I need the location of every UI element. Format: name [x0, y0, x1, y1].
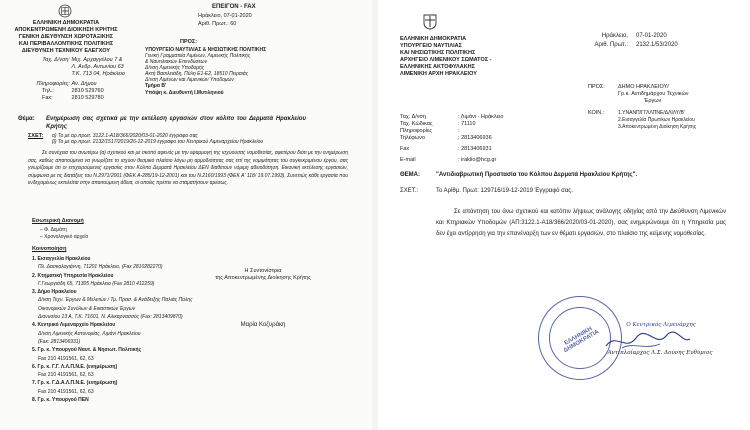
header-coast: ΕΛΛΗΝΙΚΗΣ ΑΚΤΟΦΥΛΑΚΗΣ — [400, 64, 475, 70]
right-sign-name: Αντιπλοίαρχος Λ.Σ. Δούνης Ευθύμιος — [607, 350, 713, 356]
to-line: Γενική Γραμματεία Λιμένων, Λιμενικής Πολιτικής — [145, 53, 251, 59]
left-refs — [52, 133, 263, 145]
header-republic: ΕΛΛΗΝΙΚΗ ΔΗΜΟΚΡΑΤΙΑ — [32, 20, 100, 26]
to-line: ΔΗΜΟ ΗΡΑΚΛΕΙΟΥ/ — [618, 84, 669, 90]
contact-label: Τηλέφωνο — [400, 135, 425, 141]
contact-value: 2810 529760 — [71, 88, 104, 94]
left-contact — [20, 57, 125, 102]
stamp-text: ΕΛΛΗΝΙΚΗ ΔΗΜΟΚΡΑΤΙΑ — [562, 326, 601, 355]
header-ministry: ΥΠΟΥΡΓΕΙΟ ΝΑΥΤΙΛΙΑΣ — [400, 43, 462, 49]
cc-item: Fax 210 4191561, 62, 63 — [38, 355, 94, 362]
contact-value: 2813406931 — [461, 146, 492, 152]
to-line: Ακτή Βασιλειάδη, Πύλη Ε1-Ε2, 18510 Πειραιάς — [145, 71, 249, 77]
to-line: & Ναυτιλιακών Επενδύσεων — [145, 59, 208, 65]
left-internal-title: Εσωτερική Διανομή — [32, 218, 84, 224]
contact-value: iraklio@hcg.gr — [461, 157, 497, 163]
cc-item: 2. Κτηματική Υπηρεσία Ηρακλείου — [32, 272, 114, 279]
contact-value: Λ. Ανδρ. Αντωνίου 63 — [71, 64, 124, 70]
right-ref-label: ΣΧΕΤ.: — [400, 188, 419, 194]
right-document — [378, 0, 750, 430]
right-header — [400, 36, 491, 78]
left-cc-title: Κοινοποίηση — [32, 246, 67, 252]
to-line: Υπόψη κ. Διευθυντή Ι.Μυτιληνιού — [145, 90, 224, 96]
contact-value: 2813406936 — [461, 135, 492, 141]
contact-value: Τ.Κ. 713 04, Ηράκλειο — [71, 71, 125, 77]
greek-emblem-icon — [58, 4, 72, 18]
cc-line: 1.ΥΝΑΝΠ/ΓΓΛΛΠΝΕ/ΔΛΙΛΥ/Β' — [618, 110, 685, 116]
to-line: Τμήμα Β' — [145, 83, 167, 89]
contact-label: E-mail — [400, 157, 416, 163]
ref-item: β) Το με αρ.πρωτ. 2132/1517/2019/26-12-2019 έγγραφο του Κεντρικού Λιμεναρχείου Ηρακλείου — [52, 139, 264, 145]
cc-item: (Fax: 2813406931) — [38, 338, 81, 345]
cc-item: Fax 210 4191561, 62, 63 — [38, 388, 94, 395]
to-line: ΥΠΟΥΡΓΕΙΟ ΝΑΥΤΙΛΙΑΣ & ΝΗΣΙΩΤΙΚΗΣ ΠΟΛΙΤΙΚΗΣ — [145, 47, 267, 53]
right-contact: Ταχ. Δ/νση : Λιμάνι - Ηράκλειο Ταχ. Κώδικας : 71110 Πληροφορίες : Τηλέφωνο : 2813406936 Fax : 2813406931 E-mail : iraklio@hcg.gr — [400, 114, 504, 163]
cc-item: 6. Γρ. κ. Γ.Γ. Λ.Λ.Π.Ν.Ε. (ενημέρωση) — [32, 363, 118, 370]
left-header — [0, 20, 132, 55]
contact-label: Fax — [400, 146, 410, 152]
left-signature-block — [198, 268, 328, 282]
to-line: Δ/νση Λιμένων και Λιμενικών Υποδομών — [145, 77, 234, 83]
internal-item: – Χρονολογικό αρχείο — [40, 233, 89, 240]
right-date: 07-01-2020 — [636, 33, 667, 39]
cc-item: Διονυσίου 13 Α, Τ.Κ. 71601, Ν. Αλικαρνασσός (Fax: 2813409870) — [38, 314, 183, 321]
cc-item: 1. Εισαγγελία Ηρακλείου — [32, 256, 91, 262]
contact-value: Αν. Δήμου — [71, 81, 97, 87]
contact-value: 71110 — [461, 121, 476, 127]
header-republic: ΕΛΛΗΝΙΚΗ ΔΗΜΟΚΡΑΤΙΑ — [400, 36, 467, 42]
right-place-label: Ηράκλειο, — [601, 33, 628, 39]
header-directorate: ΔΙΕΥΘΥΝΣΗ ΤΕΧΝΙΚΟΥ ΕΛΕΓΧΟΥ — [21, 48, 111, 54]
header-policy: ΚΑΙ ΠΕΡΙΒΑΛΛΟΝΤΙΚΗΣ ΠΟΛΙΤΙΚΗΣ — [18, 41, 114, 47]
cc-item: Δ/νση Λιμενικής Αστυνομίας, Λιμάνι Ηρακλείου — [38, 330, 141, 337]
signature-org: της Αποκεντρωμένης Διοίκησης Κρήτης — [215, 275, 311, 281]
contact-label: Ταχ. Δ/νση — [400, 114, 426, 120]
internal-item: – Φ. Δεμάτη — [40, 227, 67, 233]
left-internal-list — [40, 227, 88, 240]
cc-item: Γ.Γεωργιάδη 65, 71305 Ηράκλειο (Fax 2810 412259) — [38, 280, 155, 287]
to-line: Έργων — [644, 98, 662, 104]
contact-label: Ταχ. Δ/νση: — [42, 57, 70, 63]
cc-item: Οικονομικών Συνόλων & Εικαστικών Έργων — [38, 305, 136, 312]
right-sign-role: Ο Κεντρικός Λιμενάρχης — [626, 322, 696, 328]
left-date: Ηράκλειο, 07-01-2020 — [198, 13, 252, 19]
left-to-label: ΠΡΟΣ: — [180, 39, 198, 45]
coat-of-arms-icon — [423, 14, 437, 30]
left-cc-list — [32, 255, 193, 404]
contact-label: Fax: — [42, 95, 53, 101]
urgent-fax-label: ΕΠΕΙΓΟΝ - FAX — [212, 4, 256, 10]
header-admin: ΑΠΟΚΕΝΤΡΩΜΕΝΗ ΔΙΟΙΚΗΣΗ ΚΡΗΤΗΣ — [14, 27, 118, 33]
right-cc-label: ΚΟΙΝ.: — [588, 110, 605, 116]
cc-item: Fax 210 4191561, 62, 63 — [38, 372, 94, 379]
contact-value: 2810 529780 — [71, 95, 104, 101]
to-line: Δ/νση Λιμενικής Υποδομής — [145, 65, 205, 71]
signature-name: Μαρία Κοζυράκη — [240, 322, 286, 328]
contact-value: Λιμάνι - Ηράκλειο — [460, 114, 504, 120]
contact-label: Πληροφορίες: — [36, 81, 70, 87]
right-to-block — [618, 84, 689, 105]
right-body-paragraph: Σε απάντηση του άνω σχετικού και κατόπιν λήψεως ανάλογης οδηγίας από την Διεύθυνση Λιμενικών και Κτηριακών Υποδομών (ΑΠ:3122.1-Α18/366/2020/03-01-2020), σας ενημερώνουμε ότι η Υπηρεσία μας δεν έχει αντίρρηση για την επανέναρξη των εν θέματι εργασιών, στο πλαίσιο της κείμενης νομοθεσίας. — [436, 209, 726, 237]
cc-item: Δ/νση Τεχν. Έργων & Μελετών / Τμ. Πρασ. & Ανάδειξης Παλιάς Πόλης — [38, 297, 193, 304]
ref-item: α) Το με αρ.πρωτ. 3122.1-Α18/366/2020/03-01-2020 έγγραφο σας — [52, 133, 198, 139]
contact-value: Μιχ. Αρχαγγέλου 7 & — [71, 57, 123, 63]
cc-item: 4. Κεντρικό Λιμεναρχείο Ηρακλείου — [32, 322, 116, 329]
header-authority: ΛΙΜΕΝΙΚΗ ΑΡΧΗ ΗΡΑΚΛΕΙΟΥ — [400, 71, 477, 77]
cc-item: 8. Γρ. κ. Υπουργού ΠΕΝ — [32, 397, 89, 404]
contact-label: Ταχ. Κώδικας — [400, 121, 433, 127]
left-subject-text: Ενημέρωση σας σχετικά με την εκτέλεση εργασιών στον κόλπο του Δερματά Ηρακλείου Κρήτης — [46, 116, 306, 130]
left-body-paragraph: Σε συνέχεια του ανωτέρω (α) σχετικού και με σκοπό αφενός με την εφαρμογή της ισχύουσας νομοθεσίας, αφετέρου διότι με την ενημέρωση σας, καθώς απαιτούμενα να γνωρίζετε το ισχύον θεσμικό πλαίσιο λόγω μη αρμοδιότητας σας επί της νομιμότητας του συγκεκριμένου έργου, σας γνωρίζουμε ότι οι επιχειρούμενες εργασίες στον Κόλπο Δερματά Ηρακλείου ΔΕΝ διαθέτουν νόμιμη αδειοδότηση. Εικονική εκτέλεσης εργασιών, σύμφωνα με τις διατάξεις του Ν.2971/2001 (ΦΕΚ Α-285/19-12-2001) και του Ν.2160/1993 (ΦΕΚ Α' 118/ 19.07.1993). Συνεπώς κάθε εργασία που ενδεχομένως εκτελείται στην απαιτούμενη άδεια, οι οποίες πρέπει να σταματήσουν αμέσως. — [28, 150, 348, 187]
left-to-block — [145, 47, 266, 96]
cc-item: 3. Δήμο Ηρακλείου — [32, 289, 77, 296]
header-corps: ΑΡΧΗΓΕΙΟ ΛΙΜΕΝΙΚΟΥ ΣΩΜΑΤΟΣ - — [400, 57, 492, 63]
cc-item: 7. Γρ. κ. Γ.Δ.Α.Λ.Π.Ν.Ε. (ενημέρωση) — [32, 380, 118, 387]
header-ministry2: ΚΑΙ ΝΗΣΙΩΤΙΚΗΣ ΠΟΛΙΤΙΚΗΣ — [400, 50, 476, 56]
right-ref-text: Το Αρίθμ. Πρωτ: 129716/19-12-2019 Έγγραφό σας. — [436, 188, 573, 194]
right-subject-label: ΘΕΜΑ: — [400, 172, 420, 178]
right-to-label: ΠΡΟΣ: — [588, 84, 605, 90]
right-subject-text: "Αντιδιαβρωτική Προστασία του Κόλπου Δερματά Ηρακλείου Κρήτης". — [436, 172, 638, 178]
cc-line: 2.Εισαγγελία Πρωτ/κων Ηρακλείου — [618, 117, 695, 123]
contact-label: Τηλ.: — [42, 88, 54, 94]
contact-label: Πληροφορίες — [400, 128, 433, 134]
right-protocol-value: 2132.1/53/2020 — [636, 42, 678, 48]
right-cc-block — [618, 110, 696, 131]
cc-line: 3.Αποκεντρωμένη Διοίκηση Κρήτης — [618, 124, 697, 130]
left-protocol: Αριθ. Πρωτ.: 60 — [198, 21, 237, 27]
cc-item: 5. Γρ. κ. Υπουργού Ναυτ. & Νησιωτ. Πολιτικής — [32, 347, 142, 354]
left-document — [0, 0, 372, 430]
to-line: Γρ.κ. Αντιδημάρχου Τεχνικών — [618, 91, 689, 97]
right-protocol-label: Αριθ. Πρωτ.: — [594, 42, 628, 48]
cc-item: Πλ. Δασκαλογιάννη, 71201 Ηράκλειο, (Fax 2810282270) — [38, 264, 163, 271]
left-ref-label: ΣΧΕΤ: — [28, 133, 44, 139]
signature-scribble — [602, 330, 692, 352]
left-subject-label: Θέμα: — [18, 116, 35, 122]
header-general: ΓΕΝΙΚΗ ΔΙΕΥΘΥΝΣΗ ΧΩΡΟΤΑΞΙΚΗΣ — [18, 34, 114, 40]
signature-role: Η Συντονίστρια — [244, 268, 282, 274]
